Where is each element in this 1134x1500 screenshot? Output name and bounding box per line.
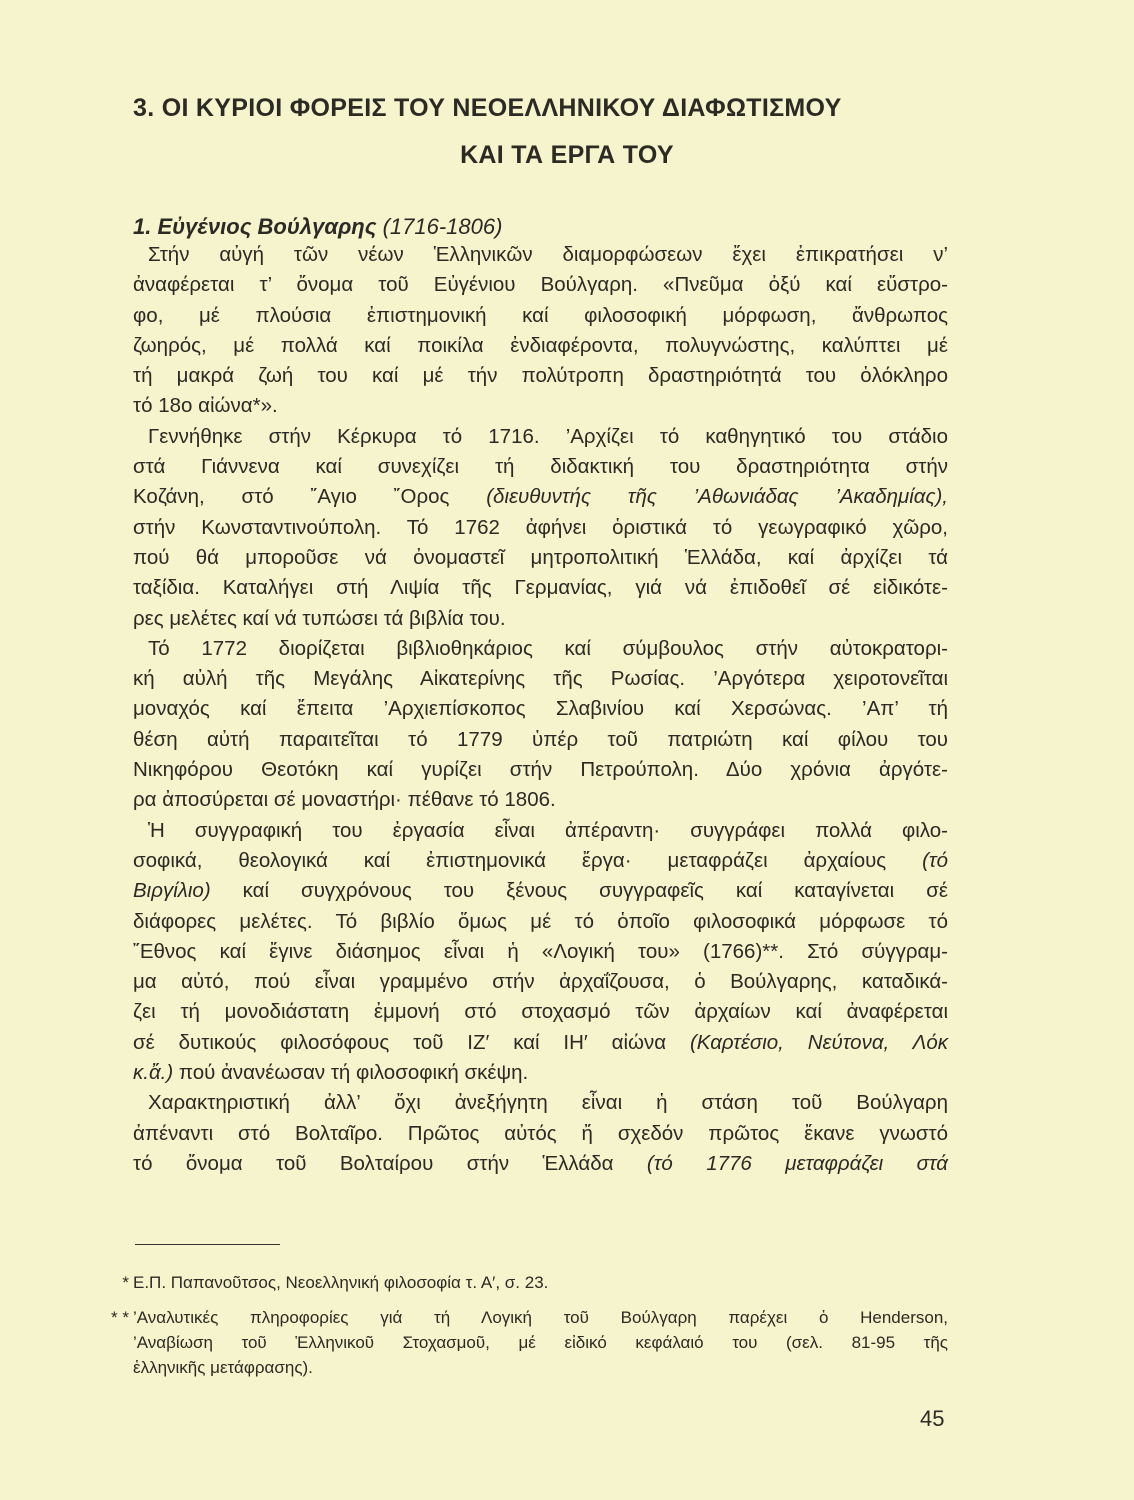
text-line xyxy=(133,331,948,361)
text-segment: ἀναφέρεται τ’ ὄνομα τοῦ Εὐγένιου Βούλγαρη. «Πνεῦμα ὀξύ καί εὔστρο- xyxy=(133,273,948,297)
text-segment: μοναχός καί ἔπειτα ’Αρχιεπίσκοπος Σλαβινίου καί Χερσώνας. ’Απ’ τή xyxy=(133,697,948,721)
italic-text: (διευθυντής τῆς ’Αθωνιάδας ’Ακαδημίας), xyxy=(486,485,948,509)
text-segment: μα αὐτό, πού εἶναι γραμμένο στήν ἀρχαΐζουσα, ὁ Βούλγαρης, καταδικά- xyxy=(133,970,948,994)
text-segment: κή αὐλή τῆς Μεγάλης Αἰκατερίνης τῆς Ρωσίας. ’Αργότερα χειροτονεῖται xyxy=(133,667,948,691)
text-line xyxy=(133,301,948,331)
footnote-line: ἑλληνικῆς μετάφρασης). xyxy=(133,1358,313,1377)
text-line xyxy=(133,513,948,543)
footnote-text xyxy=(133,1270,948,1295)
text-line xyxy=(133,1088,948,1118)
text-line xyxy=(133,997,948,1027)
text-line xyxy=(133,634,948,664)
text-line xyxy=(133,422,948,452)
text-segment: στήν Κωνσταντινούπολη. Τό 1762 ἀφήνει ὁριστικά τό γεωγραφικό χῶρο, xyxy=(133,515,948,539)
text-line xyxy=(133,664,948,694)
text-segment: ῎Εθνος καί ἔγινε διάσημος εἶναι ἡ «Λογική του» (1766)**. Στό σύγγραμ- xyxy=(133,939,948,963)
footnotes xyxy=(90,1270,948,1390)
text-line xyxy=(133,240,948,270)
footnote-marker: * * xyxy=(111,1308,129,1327)
text-line xyxy=(133,937,948,967)
text-segment: ζωηρός, μέ πολλά καί ποικίλα ἐνδιαφέροντα, πολυγνώστης, καλύπτει μέ xyxy=(133,333,948,357)
footnote-line: ’Αναλυτικές πληροφορίες γιά τή Λογική τοῦ Βούλγαρη παρέχει ὁ Henderson, xyxy=(133,1308,948,1327)
text-segment: διάφορες μελέτες. Τό βιβλίο ὅμως μέ τό ὁποῖο φιλοσοφικά μόρφωσε τό xyxy=(133,909,948,933)
italic-text: (τό 1776 μεταφράζει στά xyxy=(646,1151,948,1175)
text-segment: Στήν αὐγή τῶν νέων Ἑλληνικῶν διαμορφώσεων ἔχει ἐπικρατήσει ν’ xyxy=(148,243,948,266)
section-name: 1. Εὐγένιος Βούλγαρης xyxy=(133,214,377,239)
footnote-line: ’Αναβίωση τοῦ Ἑλληνικοῦ Στοχασμοῦ, μέ εἰδικό κεφάλαιό του (σελ. 81-95 τῆς xyxy=(133,1333,948,1352)
chapter-title-line-1: 3. ΟΙ ΚΥΡΙΟΙ ΦΟΡΕΙΣ ΤΟΥ ΝΕΟΕΛΛΗΝΙΚΟΥ ΔΙΑΦΩΤΙΣΜΟΥ xyxy=(133,94,842,122)
text-segment: ζει τή μονοδιάστατη ἐμμονή στό στοχασμό τῶν ἀρχαίων καί ἀναφέρεται xyxy=(133,1000,948,1024)
footnote xyxy=(90,1270,948,1295)
text-line xyxy=(133,1028,948,1058)
text-line xyxy=(133,785,948,815)
text-line xyxy=(133,604,948,634)
text-segment: πού ἀνανέωσαν τή φιλοσοφική σκέψη. xyxy=(173,1061,529,1085)
text-line xyxy=(133,907,948,937)
text-segment: τό 18ο αἰώνα*». xyxy=(133,394,278,418)
text-segment: σοφικά, θεολογικά καί ἐπιστημονικά ἔργα· μεταφράζει ἀρχαίους xyxy=(133,848,923,872)
text-line xyxy=(133,725,948,755)
text-line xyxy=(133,816,948,846)
text-line xyxy=(133,361,948,391)
text-segment: σέ δυτικούς φιλοσόφους τοῦ ΙΖ′ καί ΙΗ′ αἰώνα xyxy=(133,1030,690,1054)
text-segment: ταξίδια. Καταλήγει στή Λιψία τῆς Γερμανίας, γιά νά ἐπιδοθεῖ σέ εἰδικότε- xyxy=(133,576,948,600)
text-line xyxy=(133,1119,948,1149)
footnote-line: Ε.Π. Παπανοῦτσος, Νεοελληνική φιλοσοφία τ. Α′, σ. 23. xyxy=(133,1273,549,1292)
text-segment: πού θά μποροῦσε νά ὀνομαστεῖ μητροπολιτική Ἑλλάδα, καί ἀρχίζει τά xyxy=(133,545,948,569)
footnote-text xyxy=(133,1305,948,1380)
text-segment: φο, μέ πλούσια ἐπιστημονική καί φιλοσοφική μόρφωση, ἄνθρωπος xyxy=(133,303,948,327)
text-segment: Τό 1772 διορίζεται βιβλιοθηκάριος καί σύμβουλος στήν αὐτοκρατορι- xyxy=(148,636,948,660)
text-line xyxy=(133,1149,948,1179)
section-heading xyxy=(133,214,502,240)
text-line xyxy=(133,1058,948,1088)
page-number: 45 xyxy=(920,1406,945,1431)
text-segment: Ἡ συγγραφική του ἐργασία εἶναι ἀπέραντη· συγγράφει πολλά φιλο- xyxy=(148,818,948,842)
section-dates: (1716-1806) xyxy=(382,214,503,239)
text-segment: Χαρακτηριστική ἀλλ’ ὄχι ἀνεξήγητη εἶναι ἡ στάση τοῦ Βούλγαρη xyxy=(148,1091,948,1115)
text-line xyxy=(133,573,948,603)
text-segment: Γεννήθηκε στήν Κέρκυρα τό 1716. ’Αρχίζει τό καθηγητικό του στάδιο xyxy=(148,424,948,448)
text-segment: ρες μελέτες καί νά τυπώσει τά βιβλία του. xyxy=(133,606,506,630)
text-segment: Νικηφόρου Θεοτόκη καί γυρίζει στήν Πετρούπολη. Δύο χρόνια ἀργότε- xyxy=(133,758,948,782)
italic-text: (Καρτέσιο, Νεύτονα, Λόκ xyxy=(689,1030,948,1054)
text-segment: στά Γιάννενα καί συνεχίζει τή διδακτική του δραστηριότητα στήν xyxy=(133,455,948,479)
text-segment: καί συγχρόνους του ξένους συγγραφεῖς καί καταγίνεται σέ xyxy=(210,879,948,903)
text-line xyxy=(133,755,948,785)
text-line xyxy=(133,452,948,482)
text-line xyxy=(133,694,948,724)
text-line xyxy=(133,543,948,573)
text-segment: τή μακρά ζωή του καί μέ τήν πολύτροπη δραστηριότητά του ὁλόκληρο xyxy=(133,364,948,388)
footnote-marker: * xyxy=(122,1273,129,1292)
chapter-title-line-2: ΚΑΙ ΤΑ ΕΡΓΑ ΤΟΥ xyxy=(460,141,674,169)
text-segment: ἀπέναντι στό Βολταῖρο. Πρῶτος αὐτός ἤ σχεδόν πρῶτος ἔκανε γνωστό xyxy=(133,1121,948,1145)
text-line xyxy=(133,270,948,300)
italic-text: (τό xyxy=(922,848,948,872)
text-segment: ρα ἀποσύρεται σέ μοναστήρι· πέθανε τό 1806. xyxy=(133,788,556,812)
text-segment: Κοζάνη, στό ῎Αγιο ῎Ορος xyxy=(133,485,487,509)
text-segment: θέση αὐτή παραιτεῖται τό 1779 ὑπέρ τοῦ πατριώτη καί φίλου του xyxy=(133,727,948,751)
text-line xyxy=(133,391,948,421)
text-line xyxy=(133,876,948,906)
italic-text: Βιργίλιο) xyxy=(133,879,211,903)
italic-text: κ.ἄ.) xyxy=(133,1061,174,1085)
text-line xyxy=(133,482,948,512)
footnote xyxy=(90,1305,948,1380)
text-segment: τό ὄνομα τοῦ Βολταίρου στήν Ἑλλάδα xyxy=(133,1151,647,1175)
text-line xyxy=(133,846,948,876)
footnote-divider xyxy=(135,1244,280,1245)
body-text xyxy=(133,240,948,1179)
text-line xyxy=(133,967,948,997)
